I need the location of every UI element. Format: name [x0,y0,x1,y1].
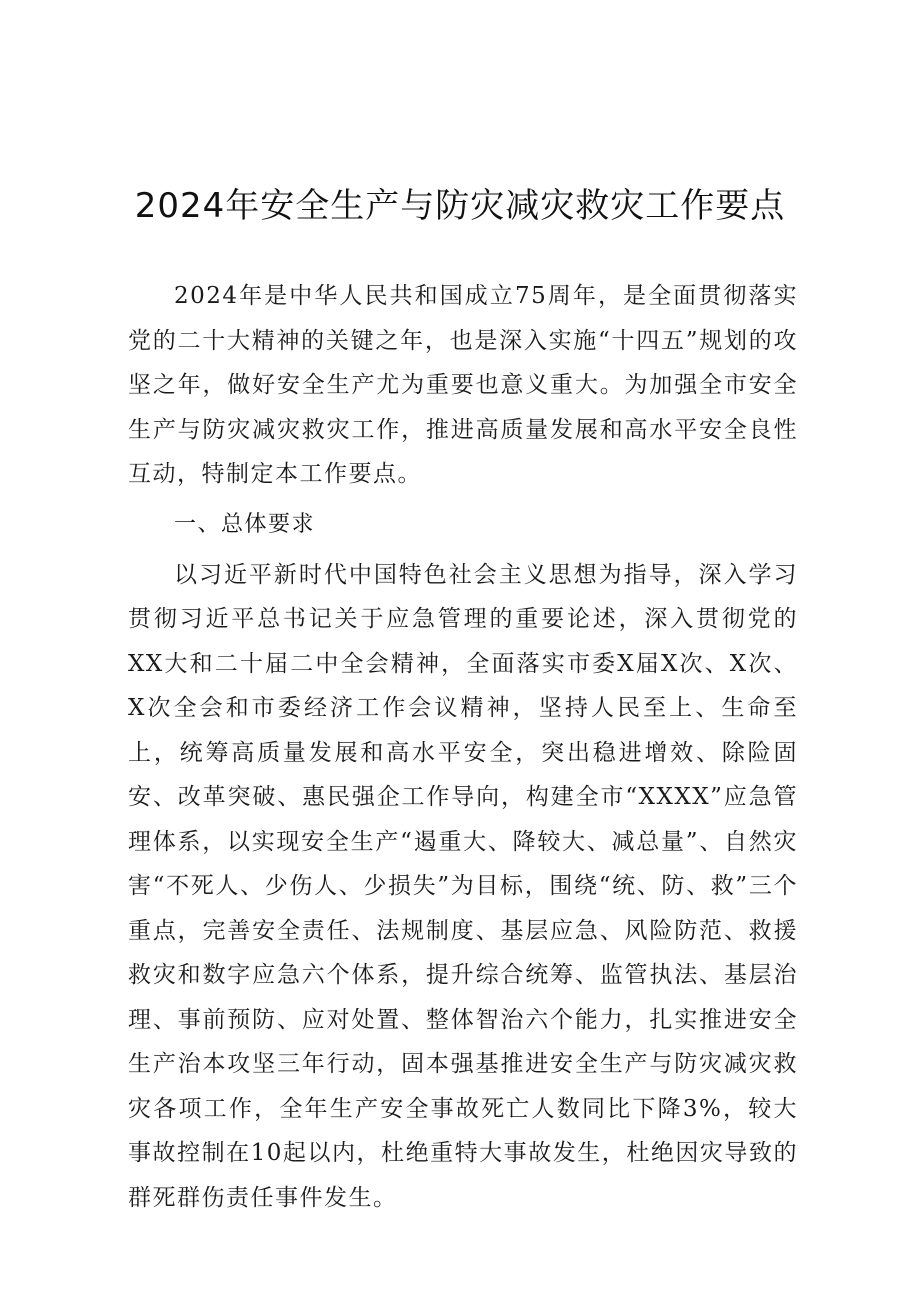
section-heading-general-requirements: 一、总体要求 [174,511,316,537]
intro-paragraph: 2024年是中华人民共和国成立75周年，是全面贯彻落实党的二十大精神的关键之年，也是深入实施“十四五”规划的攻坚之年，做好安全生产尤为重要也意义重大。为加强全市安全生产与防灾减灾救灾工作，推进高质量发展和高水平安全良性互动，特制定本工作要点。 [128,283,798,487]
document-title: 2024年安全生产与防灾减灾救灾工作要点 [134,186,786,226]
general-requirements-paragraph: 以习近平新时代中国特色社会主义思想为指导，深入学习贯彻习近平总书记关于应急管理的重要论述，深入贯彻党的XX大和二十届二中全会精神，全面落实市委X届X次、X次、X次全会和市委经济工作会议精神，坚持人民至上、生命至上，统筹高质量发展和高水平安全，突出稳进增效、除险固安、改革突破、惠民强企工作导向，构建全市“XXXX”应急管理体系，以实现安全生产“遏重大、降较大、减总量”、自然灾害“不死人、少伤人、少损失”为目标，围绕“统、防、救”三个重点，完善安全责任、法规制度、基层应急、风险防范、救援救灾和数字应急六个体系，提升综合统筹、监管执法、基层治理、事前预防、应对处置、整体智治六个能力，扎实推进安全生产治本攻坚三年行动，固本强基推进安全生产与防灾减灾救灾各项工作，全年生产安全事故死亡人数同比下降3%，较大事故控制在10起以内，杜绝重特大事故发生，杜绝因灾导致的群死群伤责任事件发生。 [128,561,798,1211]
document-body [128,274,798,1220]
